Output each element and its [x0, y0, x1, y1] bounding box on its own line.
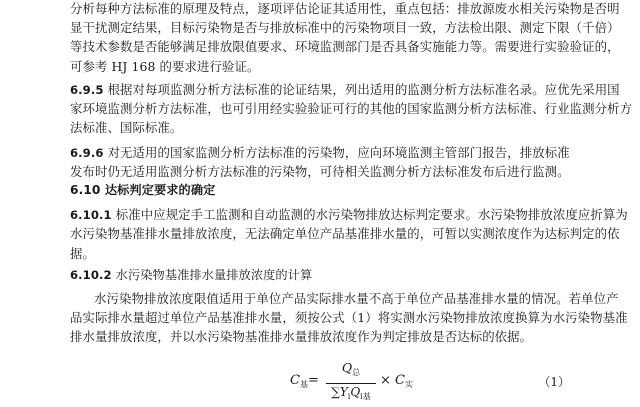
formula-lhs: $C_基=$	[290, 373, 319, 389]
formula-denominator: $\sum Y_iQ_{i基}$	[331, 385, 371, 401]
formula-1	[290, 360, 570, 404]
formula-numerator: $Q_总$	[341, 360, 361, 377]
section-text: 标准中应规定手工监测和自动监测的水污染物排放达标判定要求。水污染物排放浓度应折算为	[115, 207, 628, 222]
section-6-9-6-line	[70, 144, 570, 162]
section-6-10-1-line: 水污染物基准排水量排放浓度，无法确定单位产品基准排水量的，可暂以实测浓度作为达标判定的依	[70, 226, 620, 241]
section-6-10-1-line: 据。	[70, 246, 95, 261]
section-number: 6.9.6	[70, 146, 104, 160]
formula-rhs: × $C_实$	[380, 373, 413, 389]
section-title: 水污染物基准排水量排放浓度的计算	[115, 268, 313, 282]
section-6-9-5-line	[70, 81, 620, 99]
section-6-9-6-line: 发布时仍无适用监测分析方法标准的污染物，可待相关监测分析方法标准发布后进行监测。	[70, 164, 570, 179]
section-number: 6.10	[70, 183, 101, 197]
section-number: 6.10.1	[70, 208, 112, 222]
section-6-10-2-heading	[70, 266, 312, 284]
section-6-10-2-line: 品实际排水量超过单位产品基准排水量，须按公式（1）将实测水污染物排放浓度换算为水污染物基准	[70, 310, 628, 325]
section-6-9-5-line: 家环境监测分析方法标准，也可引用经实验验证可行的其他的国家监测分析方法标准、行业监测分析方	[70, 101, 633, 116]
section-text: 根据对每项监测分析方法标准的论证结果，列出适用的监测分析方法标准名录。应优先采用国	[107, 82, 620, 97]
paragraph-line: 等技术参数是否能够满足排放限值要求、环境监测部门是否具备实施能力等。需要进行实验验证的，	[70, 39, 620, 54]
paragraph-line: 显干扰测定结果，目标污染物是否与排放标准中的污染物项目一致，方法检出限、测定下限（千倍）	[70, 20, 620, 35]
formula-fraction	[326, 360, 376, 404]
section-6-9-5-line: 法标准、国际标准。	[70, 120, 183, 135]
section-6-10-2-line: 水污染物排放浓度限值适用于单位产品实际排水量不高于单位产品基准排水量的情况。若单位产	[94, 291, 619, 306]
paragraph-line: 分析每种方法标准的原理及特点，逐项评估论证其适用性，重点包括：排放源废水相关污染物是否明	[70, 1, 620, 16]
section-title: 达标判定要求的确定	[104, 183, 216, 197]
paragraph-line: 可参考 HJ 168 的要求进行验证。	[70, 59, 260, 74]
section-text: 对无适用的国家监测分析方法标准的污染物，应向环境监测主管部门报告，排放标准	[107, 145, 570, 160]
section-6-10-1-line	[70, 206, 628, 224]
section-number: 6.9.5	[70, 83, 104, 97]
section-number: 6.10.2	[70, 268, 112, 282]
section-6-10-heading	[70, 181, 215, 199]
formula-number: （1）	[538, 375, 570, 389]
section-6-10-2-line: 排水量排放浓度，并以水污染物基准排水量排放浓度作为判定排放是否达标的依据。	[70, 329, 533, 344]
fraction-bar	[326, 383, 376, 384]
